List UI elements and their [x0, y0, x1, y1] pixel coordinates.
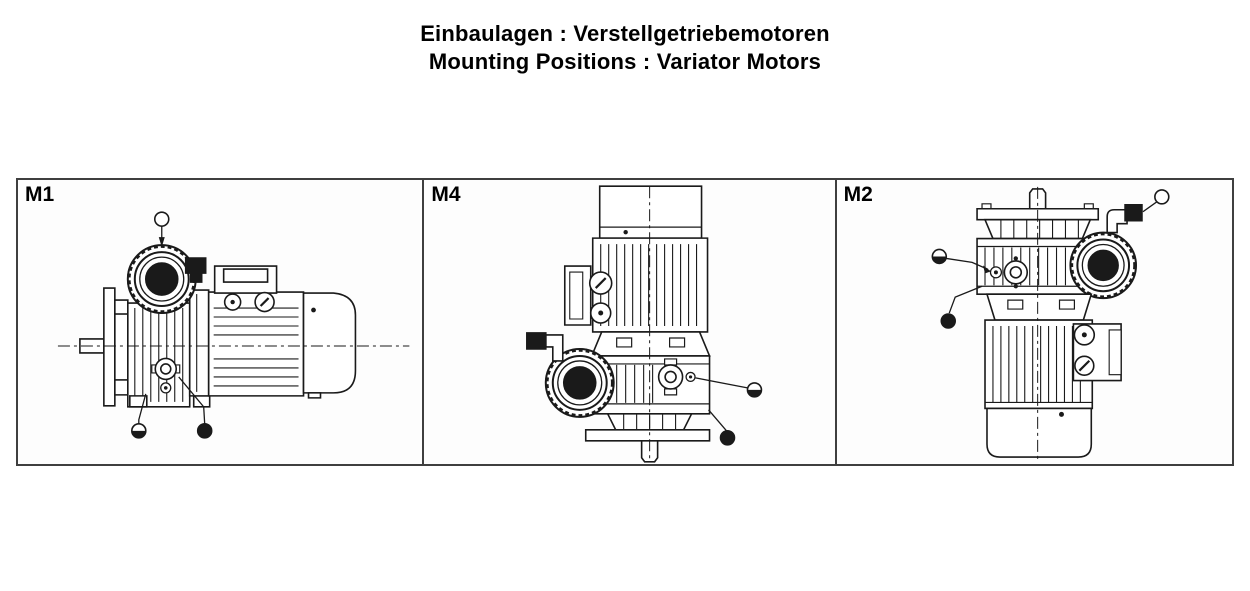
motor-adapter: [190, 290, 209, 396]
handwheel: [1070, 233, 1136, 299]
panel-m2: [835, 180, 1232, 464]
breather-plug-icon: [1143, 190, 1169, 212]
mounting-positions-frame: [16, 178, 1234, 466]
panel-m2-label: M2: [843, 183, 873, 206]
handwheel: [128, 245, 196, 313]
motor-body: [209, 266, 304, 396]
m4-drawing: [424, 180, 834, 464]
panel-m1: [18, 180, 422, 464]
output-flange: [104, 288, 128, 406]
oil-drain-plug-icon: [941, 286, 982, 328]
title-line-de: Einbaulagen : Verstellgetriebemotoren: [420, 21, 830, 46]
motor-adapter: [592, 332, 710, 356]
fan-cover: [987, 408, 1091, 457]
terminal-box: [600, 186, 702, 238]
m1-drawing: [18, 180, 422, 464]
panel-m1-label: M1: [25, 183, 55, 206]
m2-drawing: [837, 180, 1232, 464]
terminal-box: [1073, 324, 1121, 381]
motor-adapter: [987, 294, 1091, 320]
panel-m4: [422, 180, 834, 464]
oil-drain-plug-icon: [709, 410, 735, 445]
panel-m4-label: M4: [431, 183, 461, 206]
breather-elbow: [527, 333, 563, 361]
output-flange: [586, 414, 710, 441]
breather-plug-icon: [155, 212, 169, 247]
breather-elbow: [1107, 205, 1142, 233]
page-title: [0, 20, 1250, 76]
title-line-en: Mounting Positions : Variator Motors: [428, 49, 822, 74]
